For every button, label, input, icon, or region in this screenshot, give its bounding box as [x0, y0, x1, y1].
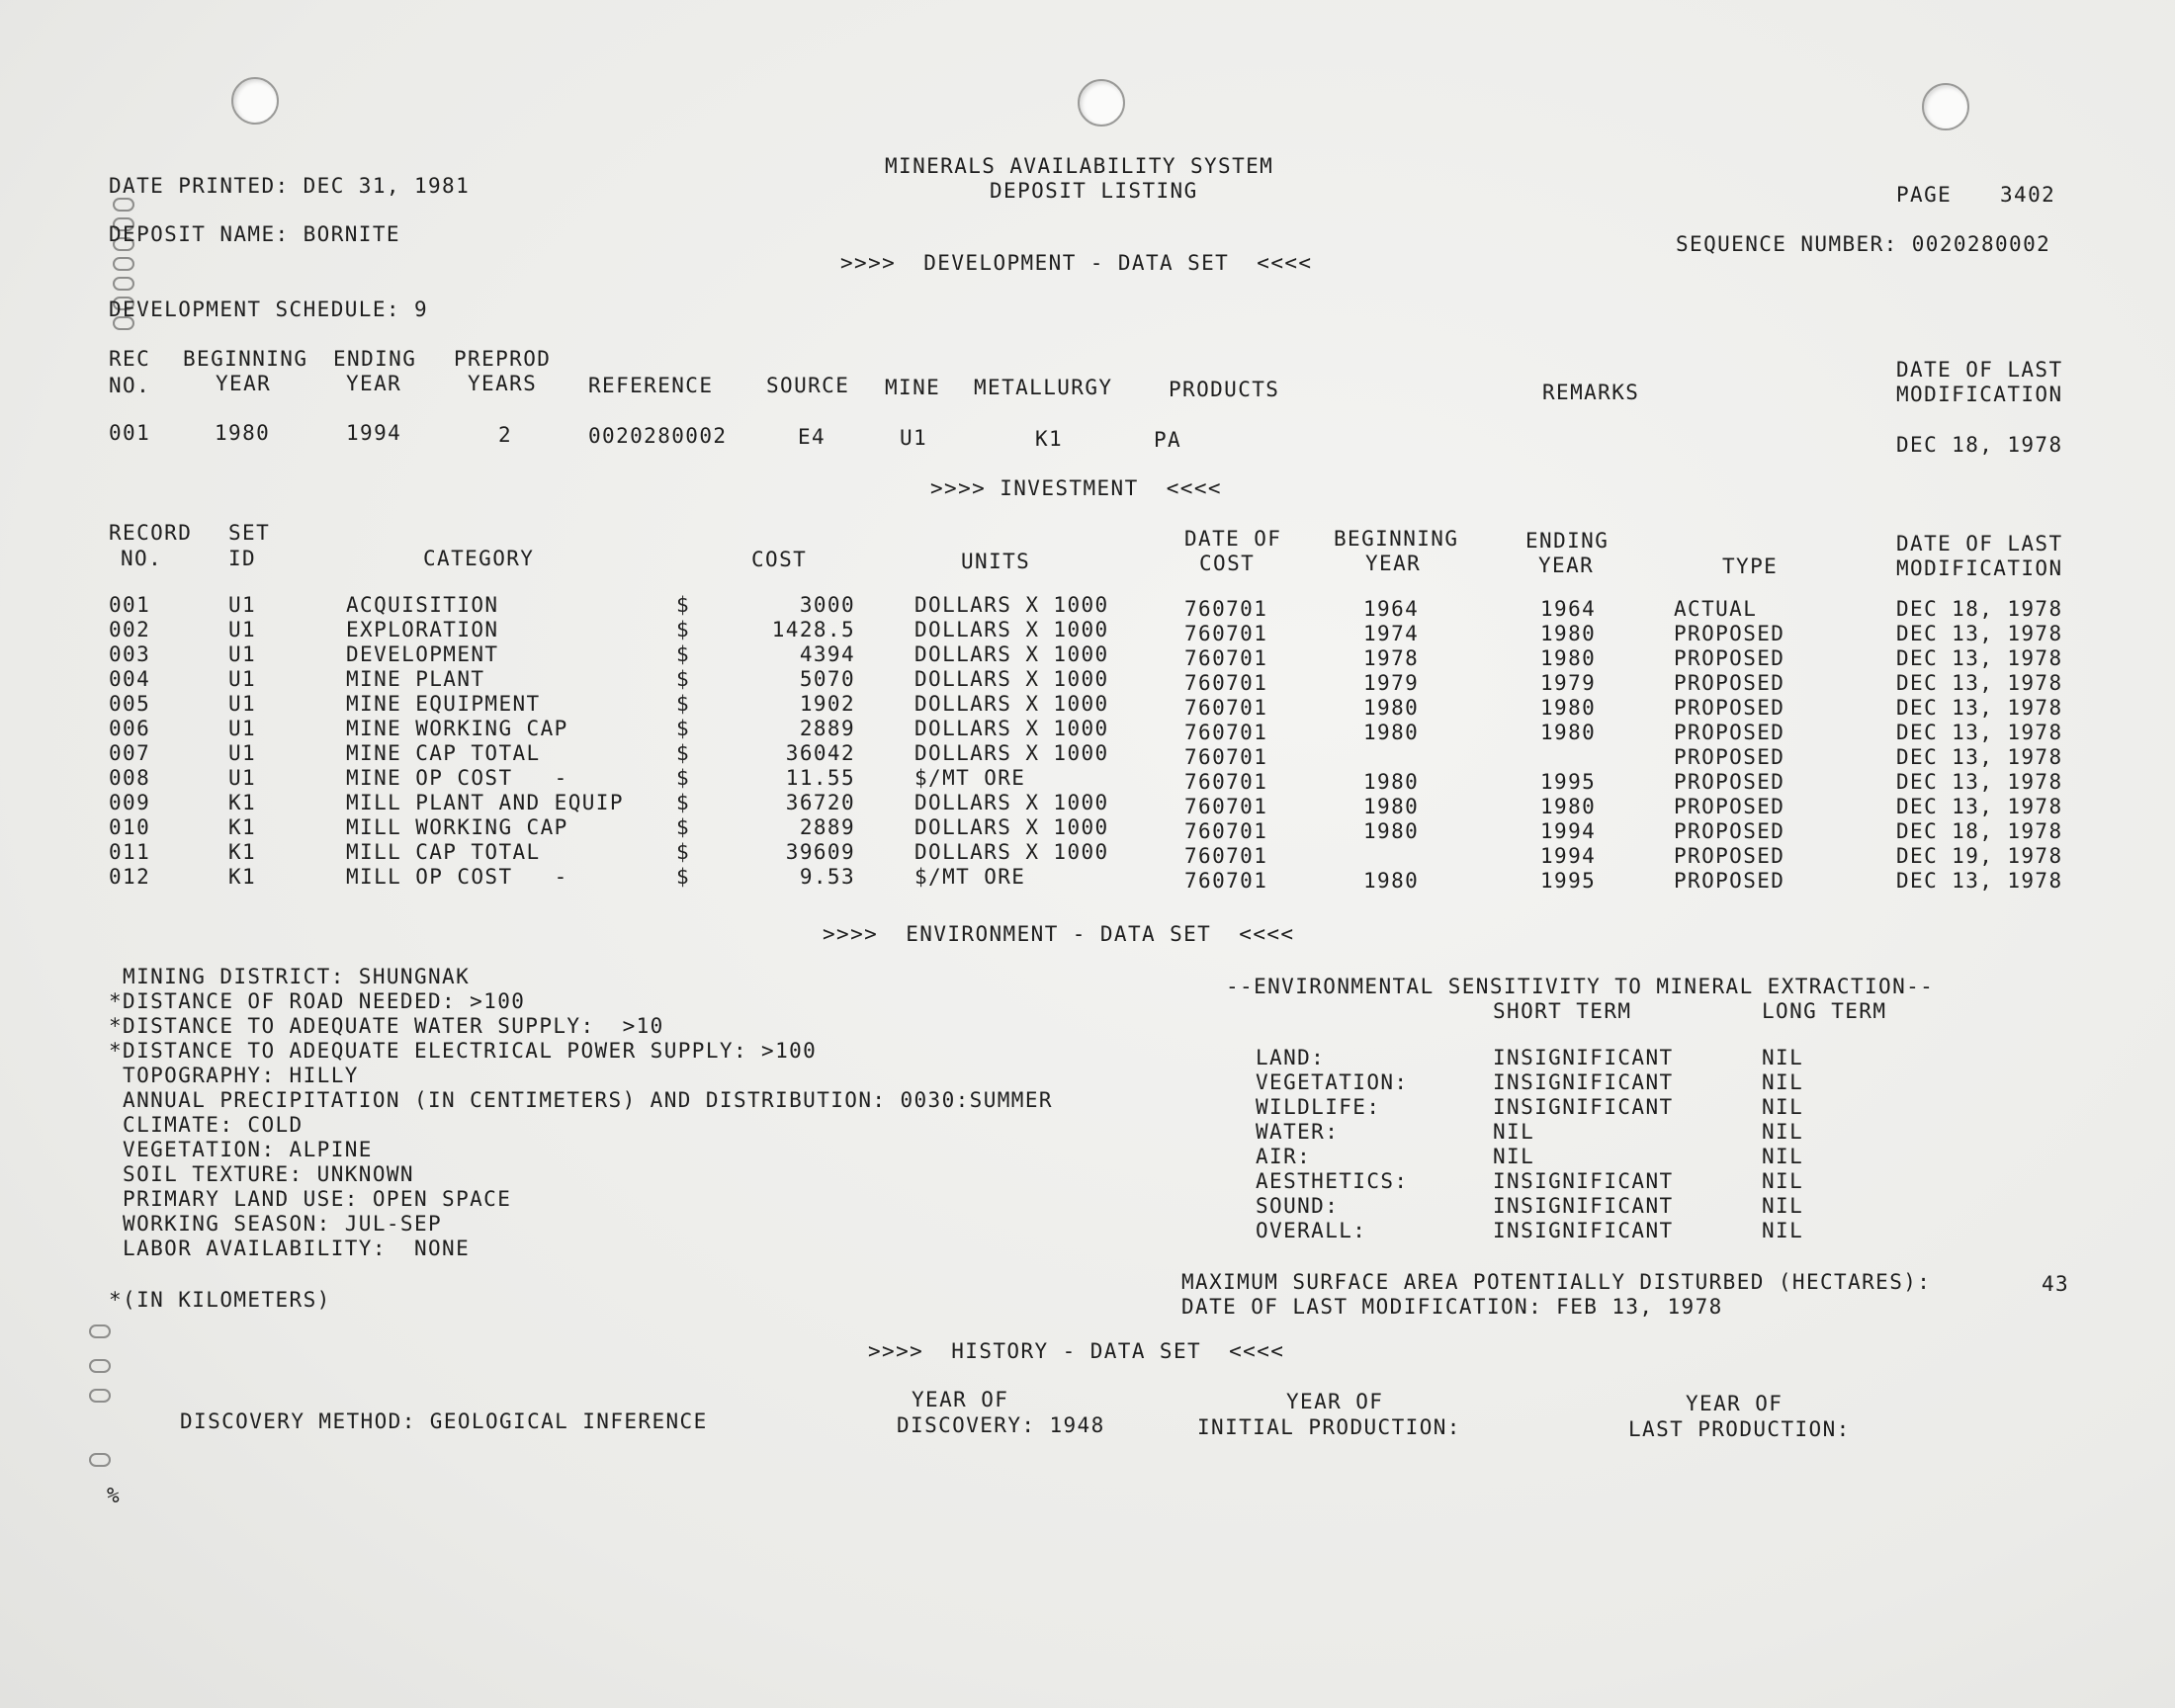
investment-cell-end: 1994	[1540, 819, 1597, 843]
investment-cell-cost: 36042	[785, 741, 855, 765]
investment-cell-units: DOLLARS X 1000	[914, 667, 1109, 691]
investment-cell-no: 009	[109, 791, 151, 814]
sensitivity-short: INSIGNIFICANT	[1493, 1070, 1674, 1094]
investment-cell-modified: DEC 13, 1978	[1896, 646, 2063, 670]
inv-header-date-of-cost: DATE OF	[1184, 527, 1282, 551]
sensitivity-title: --ENVIRONMENTAL SENSITIVITY TO MINERAL EXTRACTION--	[1226, 975, 1935, 998]
dev-header-reference: REFERENCE	[588, 374, 714, 397]
investment-cell-category: MINE OP COST -	[346, 766, 568, 790]
investment-cell-cur: $	[676, 840, 691, 864]
investment-cell-cost: 11.55	[785, 766, 855, 790]
investment-cell-modified: DEC 13, 1978	[1896, 622, 2063, 645]
environment-footnote: *(IN KILOMETERS)	[109, 1288, 331, 1312]
investment-cell-cost: 5070	[799, 667, 855, 691]
investment-cell-units: DOLLARS X 1000	[914, 642, 1109, 666]
dev-row-end: 1994	[346, 421, 402, 445]
investment-cell-cost: 1902	[799, 692, 855, 716]
investment-cell-no: 001	[109, 593, 151, 617]
investment-cell-cur: $	[676, 593, 691, 617]
investment-cell-cur: $	[676, 692, 691, 716]
investment-cell-no: 004	[109, 667, 151, 691]
sensitivity-long: NIL	[1762, 1070, 1804, 1094]
investment-cell-set: U1	[228, 642, 257, 666]
last-production-year-of: YEAR OF	[1686, 1392, 1784, 1415]
dev-header-beginning: BEGINNING	[183, 347, 308, 371]
dev-row-reference: 0020280002	[588, 424, 728, 448]
investment-cell-category: EXPLORATION	[346, 618, 499, 641]
investment-cell-type: PROPOSED	[1674, 646, 1785, 670]
investment-cell-no: 007	[109, 741, 151, 765]
investment-cell-category: ACQUISITION	[346, 593, 499, 617]
dev-header-source: SOURCE	[766, 374, 850, 397]
development-schedule: DEVELOPMENT SCHEDULE: 9	[109, 298, 428, 321]
investment-cell-type: PROPOSED	[1674, 721, 1785, 744]
investment-cell-modified: DEC 13, 1978	[1896, 721, 2063, 744]
investment-cell-date: 760701	[1184, 622, 1268, 645]
investment-cell-units: DOLLARS X 1000	[914, 618, 1109, 641]
system-title: MINERALS AVAILABILITY SYSTEM	[885, 154, 1274, 178]
discovery-year-of: YEAR OF	[912, 1388, 1009, 1411]
date-printed: DATE PRINTED: DEC 31, 1981	[109, 174, 471, 198]
dev-header-preprod: PREPROD	[454, 347, 552, 371]
sensitivity-item: OVERALL:	[1256, 1219, 1367, 1242]
footer-mark: %	[107, 1484, 122, 1507]
sequence-number: SEQUENCE NUMBER: 0020280002	[1676, 232, 2051, 256]
investment-cell-date: 760701	[1184, 745, 1268, 769]
investment-cell-units: DOLLARS X 1000	[914, 717, 1109, 740]
investment-cell-type: PROPOSED	[1674, 622, 1785, 645]
investment-cell-no: 010	[109, 815, 151, 839]
investment-cell-category: MINE EQUIPMENT	[346, 692, 541, 716]
environment-line: ANNUAL PRECIPITATION (IN CENTIMETERS) AND DISTRIBUTION: 0030:SUMMER	[109, 1088, 1053, 1112]
environment-line: SOIL TEXTURE: UNKNOWN	[109, 1162, 414, 1186]
investment-cell-set: U1	[228, 692, 257, 716]
investment-cell-type: PROPOSED	[1674, 770, 1785, 794]
investment-cell-cost: 1428.5	[771, 618, 855, 641]
dev-header-modification-2: MODIFICATION	[1896, 383, 2063, 406]
investment-cell-begin: 1979	[1363, 671, 1420, 695]
investment-cell-cost: 2889	[799, 717, 855, 740]
investment-cell-date: 760701	[1184, 795, 1268, 818]
dev-row-products: PA	[1154, 428, 1182, 452]
edge-mark	[113, 198, 134, 212]
environment-last-modification: DATE OF LAST MODIFICATION: FEB 13, 1978	[1181, 1295, 1723, 1319]
investment-cell-date: 760701	[1184, 844, 1268, 868]
dev-row-rec: 001	[109, 421, 151, 445]
discovery-year: DISCOVERY: 1948	[897, 1413, 1105, 1437]
investment-cell-date: 760701	[1184, 671, 1268, 695]
investment-cell-type: PROPOSED	[1674, 696, 1785, 720]
investment-cell-modified: DEC 13, 1978	[1896, 869, 2063, 893]
environment-line: *DISTANCE TO ADEQUATE WATER SUPPLY: >10	[109, 1014, 664, 1038]
sensitivity-long: NIL	[1762, 1095, 1804, 1119]
sensitivity-long: NIL	[1762, 1219, 1804, 1242]
investment-section-title: >>>> INVESTMENT <<<<	[930, 476, 1222, 500]
investment-cell-end: 1980	[1540, 622, 1597, 645]
inv-header-ending-year: YEAR	[1538, 554, 1595, 577]
investment-cell-modified: DEC 18, 1978	[1896, 597, 2063, 621]
environment-line: MINING DISTRICT: SHUNGNAK	[109, 965, 471, 988]
deposit-name: DEPOSIT NAME: BORNITE	[109, 222, 400, 246]
page-number: 3402	[2000, 183, 2056, 207]
environment-line: CLIMATE: COLD	[109, 1113, 304, 1137]
sensitivity-short: INSIGNIFICANT	[1493, 1095, 1674, 1119]
dev-row-preprod: 2	[498, 423, 513, 447]
listing-title: DEPOSIT LISTING	[990, 179, 1198, 203]
investment-cell-type: PROPOSED	[1674, 745, 1785, 769]
investment-cell-modified: DEC 19, 1978	[1896, 844, 2063, 868]
inv-header-beginning-year: YEAR	[1365, 552, 1422, 575]
investment-cell-no: 005	[109, 692, 151, 716]
investment-cell-cost: 3000	[799, 593, 855, 617]
investment-cell-type: PROPOSED	[1674, 869, 1785, 893]
sensitivity-item: LAND:	[1256, 1046, 1326, 1069]
investment-cell-modified: DEC 13, 1978	[1896, 671, 2063, 695]
investment-cell-no: 011	[109, 840, 151, 864]
inv-header-ending: ENDING	[1525, 529, 1610, 553]
punch-hole-right	[1922, 83, 1969, 130]
sensitivity-short: NIL	[1493, 1120, 1535, 1144]
investment-cell-units: DOLLARS X 1000	[914, 815, 1109, 839]
discovery-method: DISCOVERY METHOD: GEOLOGICAL INFERENCE	[180, 1409, 708, 1433]
investment-cell-units: DOLLARS X 1000	[914, 791, 1109, 814]
investment-cell-units: $/MT ORE	[914, 766, 1026, 790]
sensitivity-long: NIL	[1762, 1046, 1804, 1069]
investment-cell-set: U1	[228, 593, 257, 617]
dev-row-begin: 1980	[215, 421, 271, 445]
investment-cell-cur: $	[676, 667, 691, 691]
dev-header-rec: REC	[109, 347, 151, 371]
investment-cell-modified: DEC 13, 1978	[1896, 770, 2063, 794]
investment-cell-category: MINE WORKING CAP	[346, 717, 568, 740]
edge-mark	[113, 277, 134, 291]
investment-cell-units: DOLLARS X 1000	[914, 840, 1109, 864]
investment-cell-set: U1	[228, 667, 257, 691]
investment-cell-begin: 1980	[1363, 696, 1420, 720]
inv-header-set: SET	[228, 521, 271, 545]
investment-cell-units: DOLLARS X 1000	[914, 593, 1109, 617]
investment-cell-cur: $	[676, 815, 691, 839]
dev-header-beginning-year: YEAR	[216, 372, 272, 395]
investment-cell-no: 003	[109, 642, 151, 666]
investment-cell-no: 002	[109, 618, 151, 641]
environment-line: TOPOGRAPHY: HILLY	[109, 1064, 359, 1087]
investment-cell-category: MILL PLANT AND EQUIP	[346, 791, 624, 814]
investment-cell-begin: 1980	[1363, 721, 1420, 744]
dev-header-ending-year: YEAR	[346, 372, 402, 395]
investment-cell-end: 1994	[1540, 844, 1597, 868]
environment-line: PRIMARY LAND USE: OPEN SPACE	[109, 1187, 512, 1211]
sensitivity-short: INSIGNIFICANT	[1493, 1194, 1674, 1218]
dev-header-preprod-years: YEARS	[468, 372, 538, 395]
investment-cell-cur: $	[676, 865, 691, 889]
investment-cell-date: 760701	[1184, 819, 1268, 843]
investment-cell-cur: $	[676, 642, 691, 666]
investment-cell-end: 1980	[1540, 795, 1597, 818]
investment-cell-cost: 4394	[799, 642, 855, 666]
initial-production-year-of: YEAR OF	[1286, 1390, 1384, 1413]
dev-row-modified: DEC 18, 1978	[1896, 433, 2063, 457]
investment-cell-end: 1979	[1540, 671, 1597, 695]
investment-cell-modified: DEC 13, 1978	[1896, 795, 2063, 818]
investment-cell-set: U1	[228, 717, 257, 740]
investment-cell-begin: 1974	[1363, 622, 1420, 645]
investment-cell-end: 1980	[1540, 646, 1597, 670]
initial-production: INITIAL PRODUCTION:	[1197, 1415, 1461, 1439]
inv-header-cost: COST	[751, 548, 808, 571]
investment-cell-set: U1	[228, 741, 257, 765]
investment-cell-set: K1	[228, 840, 257, 864]
sensitivity-long: NIL	[1762, 1194, 1804, 1218]
dev-row-mine: U1	[900, 426, 928, 450]
investment-cell-begin: 1978	[1363, 646, 1420, 670]
investment-cell-cost: 2889	[799, 815, 855, 839]
investment-cell-set: U1	[228, 766, 257, 790]
punch-hole-center	[1078, 79, 1125, 127]
environment-section-title: >>>> ENVIRONMENT - DATA SET <<<<	[823, 922, 1295, 946]
investment-cell-cost: 36720	[785, 791, 855, 814]
investment-cell-modified: DEC 18, 1978	[1896, 819, 2063, 843]
dev-header-rec-no: NO.	[109, 374, 151, 397]
investment-cell-begin: 1980	[1363, 770, 1420, 794]
investment-cell-set: K1	[228, 865, 257, 889]
inv-header-record: RECORD	[109, 521, 193, 545]
inv-header-date-of-cost-2: COST	[1199, 552, 1256, 575]
sensitivity-long-term-label: LONG TERM	[1762, 999, 1887, 1023]
environment-line: WORKING SEASON: JUL-SEP	[109, 1212, 443, 1236]
inv-header-modification-2: MODIFICATION	[1896, 556, 2063, 580]
dev-header-modification: DATE OF LAST	[1896, 358, 2063, 382]
sensitivity-long: NIL	[1762, 1120, 1804, 1144]
investment-cell-category: MILL OP COST -	[346, 865, 568, 889]
investment-cell-set: U1	[228, 618, 257, 641]
investment-cell-type: ACTUAL	[1674, 597, 1758, 621]
investment-cell-no: 012	[109, 865, 151, 889]
investment-cell-date: 760701	[1184, 721, 1268, 744]
inv-header-category: CATEGORY	[423, 547, 535, 570]
inv-header-modification: DATE OF LAST	[1896, 532, 2063, 555]
investment-cell-no: 006	[109, 717, 151, 740]
sensitivity-short: INSIGNIFICANT	[1493, 1219, 1674, 1242]
development-section-title: >>>> DEVELOPMENT - DATA SET <<<<	[840, 251, 1313, 275]
sensitivity-short-term-label: SHORT TERM	[1493, 999, 1632, 1023]
dev-row-source: E4	[798, 425, 826, 449]
edge-mark	[89, 1324, 111, 1338]
dev-header-products: PRODUCTS	[1169, 378, 1280, 401]
environment-line: *DISTANCE OF ROAD NEEDED: >100	[109, 989, 526, 1013]
investment-cell-set: K1	[228, 791, 257, 814]
investment-cell-date: 760701	[1184, 869, 1268, 893]
investment-cell-type: PROPOSED	[1674, 671, 1785, 695]
edge-mark	[89, 1359, 111, 1373]
sensitivity-short: INSIGNIFICANT	[1493, 1046, 1674, 1069]
investment-cell-begin: 1964	[1363, 597, 1420, 621]
last-production: LAST PRODUCTION:	[1628, 1417, 1851, 1441]
investment-cell-modified: DEC 13, 1978	[1896, 696, 2063, 720]
sensitivity-item: WATER:	[1256, 1120, 1340, 1144]
sensitivity-long: NIL	[1762, 1145, 1804, 1168]
investment-cell-set: K1	[228, 815, 257, 839]
max-surface-label: MAXIMUM SURFACE AREA POTENTIALLY DISTURBED (HECTARES):	[1181, 1270, 1932, 1294]
sensitivity-item: AESTHETICS:	[1256, 1169, 1409, 1193]
investment-cell-end: 1980	[1540, 721, 1597, 744]
dev-row-metallurgy: K1	[1035, 427, 1064, 451]
investment-cell-cost: 39609	[785, 840, 855, 864]
investment-cell-date: 760701	[1184, 646, 1268, 670]
inv-header-set-id: ID	[228, 547, 257, 570]
sensitivity-short: INSIGNIFICANT	[1493, 1169, 1674, 1193]
edge-mark	[113, 257, 134, 271]
inv-header-record-no: NO.	[121, 547, 163, 570]
investment-cell-type: PROPOSED	[1674, 819, 1785, 843]
dev-header-mine: MINE	[885, 376, 941, 399]
inv-header-type: TYPE	[1722, 555, 1779, 578]
dev-header-ending: ENDING	[333, 347, 417, 371]
investment-cell-date: 760701	[1184, 597, 1268, 621]
environment-line: LABOR AVAILABILITY: NONE	[109, 1237, 471, 1260]
investment-cell-begin: 1980	[1363, 869, 1420, 893]
dev-header-metallurgy: METALLURGY	[974, 376, 1113, 399]
investment-cell-type: PROPOSED	[1674, 795, 1785, 818]
sensitivity-item: SOUND:	[1256, 1194, 1340, 1218]
investment-cell-end: 1964	[1540, 597, 1597, 621]
investment-cell-cur: $	[676, 766, 691, 790]
investment-cell-units: DOLLARS X 1000	[914, 741, 1109, 765]
investment-cell-category: MILL WORKING CAP	[346, 815, 568, 839]
max-surface-value: 43	[2042, 1272, 2070, 1296]
investment-cell-cur: $	[676, 741, 691, 765]
investment-cell-category: MINE PLANT	[346, 667, 485, 691]
investment-cell-end: 1980	[1540, 696, 1597, 720]
sensitivity-short: NIL	[1493, 1145, 1535, 1168]
investment-cell-cur: $	[676, 618, 691, 641]
investment-cell-date: 760701	[1184, 696, 1268, 720]
investment-cell-units: DOLLARS X 1000	[914, 692, 1109, 716]
investment-cell-end: 1995	[1540, 869, 1597, 893]
investment-cell-cur: $	[676, 791, 691, 814]
investment-cell-date: 760701	[1184, 770, 1268, 794]
sensitivity-long: NIL	[1762, 1169, 1804, 1193]
investment-cell-begin: 1980	[1363, 819, 1420, 843]
inv-header-beginning: BEGINNING	[1334, 527, 1459, 551]
investment-cell-units: $/MT ORE	[914, 865, 1026, 889]
sensitivity-item: VEGETATION:	[1256, 1070, 1409, 1094]
investment-cell-begin: 1980	[1363, 795, 1420, 818]
investment-cell-no: 008	[109, 766, 151, 790]
investment-cell-type: PROPOSED	[1674, 844, 1785, 868]
investment-cell-category: MINE CAP TOTAL	[346, 741, 541, 765]
sensitivity-item: WILDLIFE:	[1256, 1095, 1381, 1119]
sensitivity-item: AIR:	[1256, 1145, 1312, 1168]
investment-cell-category: DEVELOPMENT	[346, 642, 499, 666]
investment-cell-end: 1995	[1540, 770, 1597, 794]
history-section-title: >>>> HISTORY - DATA SET <<<<	[868, 1339, 1285, 1363]
investment-cell-category: MILL CAP TOTAL	[346, 840, 541, 864]
page-label: PAGE	[1896, 183, 1953, 207]
edge-mark	[89, 1453, 111, 1467]
punch-hole-left	[231, 77, 279, 125]
investment-cell-cost: 9.53	[799, 865, 855, 889]
environment-line: *DISTANCE TO ADEQUATE ELECTRICAL POWER SUPPLY: >100	[109, 1039, 818, 1063]
environment-line: VEGETATION: ALPINE	[109, 1138, 373, 1161]
inv-header-units: UNITS	[961, 550, 1031, 573]
edge-mark	[89, 1389, 111, 1403]
dev-header-remarks: REMARKS	[1542, 381, 1640, 404]
investment-cell-cur: $	[676, 717, 691, 740]
investment-cell-modified: DEC 13, 1978	[1896, 745, 2063, 769]
